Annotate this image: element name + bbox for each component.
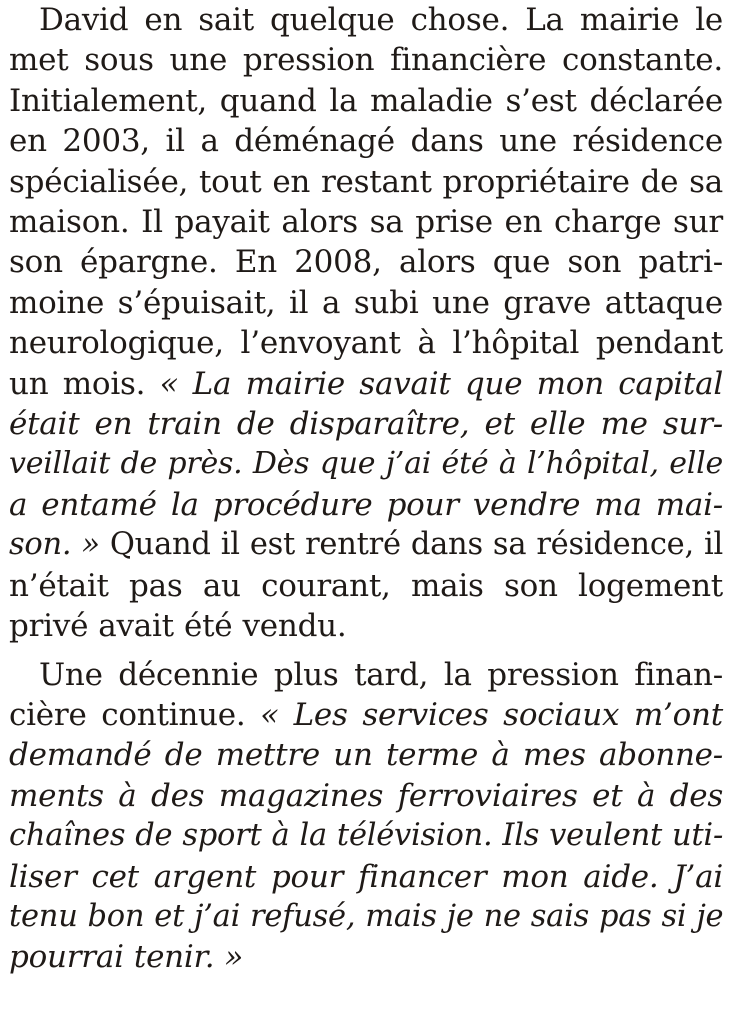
text-segment: son épargne. En 2008, alors que son patri-	[9, 244, 723, 281]
quote-segment: « La mairie savait que mon capital	[159, 365, 723, 402]
quote-segment: liser cet argent pour financer mon aide. J’ai	[9, 858, 723, 895]
text-segment: privé avait été vendu.	[9, 608, 347, 645]
quote-segment: chaînes de sport à la télévision. Ils veulent uti-	[9, 818, 723, 854]
text-line	[9, 121, 723, 161]
text-line	[9, 444, 723, 484]
text-segment: moine s’épuisait, il a subi une grave attaque	[9, 284, 723, 321]
text-segment: David en sait quelque chose. La mairie le	[39, 2, 723, 38]
paragraph-1	[9, 0, 723, 647]
text-segment: Une décennie plus tard, la pression finan-	[39, 656, 723, 693]
text-line	[9, 525, 723, 565]
quote-segment: son. »	[9, 527, 100, 563]
text-line	[9, 735, 723, 775]
text-segment: en 2003, il a déménagé dans une résidence	[9, 123, 723, 160]
text-line	[9, 655, 723, 695]
quote-segment: demandé de mettre un terme à mes abonne-	[9, 737, 723, 774]
text-segment: met sous une pression financière constante.	[9, 42, 723, 79]
text-line	[9, 202, 723, 242]
text-line	[9, 897, 723, 937]
text-line	[9, 566, 723, 606]
quote-segment: a entamé la procédure pour vendre ma mai-	[9, 486, 723, 523]
text-segment: neurologique, l’envoyant à l’hôpital pendant	[9, 325, 723, 362]
text-segment: Initialement, quand la maladie s’est déclarée	[9, 82, 723, 119]
quote-segment: tenu bon et j’ai refusé, mais je ne sais pas si je	[9, 898, 724, 934]
text-line	[9, 485, 723, 525]
quote-segment: ments à des magazines ferroviaires et à des	[9, 777, 723, 814]
text-line	[9, 162, 723, 202]
text-segment: n’était pas au courant, mais son logement	[9, 567, 723, 604]
quote-segment: veillait de près. Dès que j’ai été à l’hôpital, elle	[9, 446, 723, 482]
text-line	[9, 695, 723, 735]
quote-segment: « Les services sociaux m’ont	[260, 696, 723, 733]
text-line	[9, 0, 723, 40]
text-segment: cière continue.	[9, 696, 261, 733]
text-line	[9, 404, 723, 444]
text-line	[9, 323, 723, 363]
text-segment: maison. Il payait alors sa prise en charge sur	[9, 204, 723, 241]
text-line	[9, 606, 723, 646]
text-line	[9, 776, 723, 816]
text-line	[9, 283, 723, 323]
paragraph-2	[9, 655, 723, 978]
text-line	[9, 242, 723, 282]
text-line	[9, 937, 723, 977]
text-line	[9, 364, 723, 404]
text-segment: spécialisée, tout en restant propriétaire de sa	[9, 163, 723, 200]
article-body	[9, 0, 723, 978]
text-line	[9, 40, 723, 80]
text-line	[9, 81, 723, 121]
quote-segment: pourrai tenir. »	[9, 939, 244, 976]
text-segment: Quand il est rentré dans sa résidence, il	[99, 527, 723, 563]
text-line	[9, 816, 723, 856]
text-line	[9, 857, 723, 897]
text-segment: un mois.	[9, 365, 160, 402]
quote-segment: était en train de disparaître, et elle me sur-	[9, 406, 723, 443]
